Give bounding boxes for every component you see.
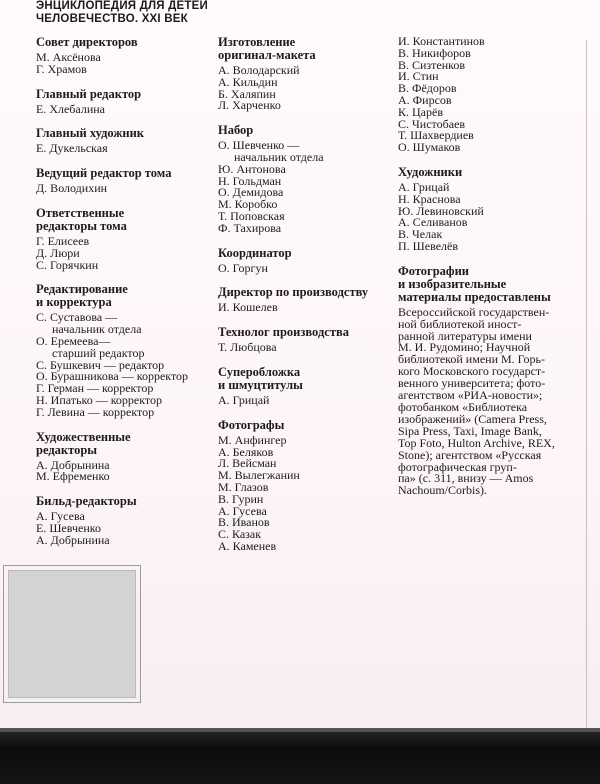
credit-section	[218, 247, 393, 275]
credit-name: В. Иванов	[218, 515, 270, 530]
credit-name: И. Константинов	[398, 34, 485, 48]
credit-name: М. Коробко	[218, 197, 278, 212]
credit-name: М. Аксёнова	[36, 50, 101, 64]
credit-name: Е. Дукельская	[36, 141, 108, 156]
credit-name: А. Селиванов	[398, 215, 468, 230]
section-title-line: Координатор	[218, 245, 292, 260]
credit-name: А. Фирсов	[398, 92, 452, 107]
photo-credits-text-line: Всероссийской государствен-	[398, 304, 550, 319]
photo-credits-text-line: библиотекой имени М. Горь-	[398, 352, 546, 367]
credit-name: С. Казак	[218, 527, 262, 542]
credit-name: В. Фёдоров	[398, 81, 457, 96]
credit-section	[36, 495, 211, 546]
section-title-line: Художники	[398, 164, 463, 179]
credit-name: С. Бушкевич — редактор	[36, 357, 165, 372]
credit-name: В. Никифоров	[398, 45, 471, 60]
photo-credits-text-line: па» (с. 311, внизу — Amos	[398, 471, 534, 486]
sticker-outline	[3, 565, 141, 703]
photo-credits-text-line: Stone); агентством «Русская	[398, 447, 542, 462]
credit-name: А. Володарский	[218, 63, 300, 77]
credit-name: К. Царёв	[398, 104, 443, 119]
credit-name: Д. Володихин	[36, 181, 108, 196]
book-title-line-2: ЧЕЛОВЕЧЕСТВО. XXI ВЕК	[36, 13, 188, 25]
credits-column-1	[36, 36, 211, 559]
credit-name: Г. Елисеев	[36, 233, 90, 248]
credit-name: О. Горгун	[218, 260, 268, 275]
section-title	[218, 124, 393, 137]
credit-role: начальник отдела	[52, 322, 142, 337]
section-title-line: оригинал-макета	[218, 48, 316, 62]
credit-name: Н. Гольдман	[218, 173, 282, 188]
credit-name: О. Шумаков	[398, 140, 461, 155]
section-title-line: Директор по производству	[218, 285, 369, 300]
photo-credits-text-line: Top Foto, Hulton Archive, REX,	[398, 435, 555, 450]
credit-name: М. Ефременко	[36, 469, 110, 484]
credit-name: Л. Харченко	[218, 98, 281, 113]
photo-credits-text-line: фотографическая груп-	[398, 459, 517, 474]
photo-credits-text-line: агентством «РИА-новости»;	[398, 388, 543, 403]
photo-credits-text-line: Sipa Press, Taxi, Image Bank,	[398, 423, 542, 438]
credit-name: А. Добрынина	[36, 532, 110, 547]
credit-name: А. Беляков	[218, 444, 274, 459]
section-title	[36, 207, 211, 233]
photo-credits-text-line: М. И. Рудомино; Научной	[398, 340, 531, 355]
section-title	[398, 265, 578, 304]
section-title-line: Технолог производства	[218, 325, 349, 340]
credits-column-3	[398, 36, 578, 509]
credit-section	[36, 167, 211, 195]
photo-credits-text-line: Nachoum/Corbis).	[398, 483, 487, 498]
section-title-line: Ответственные	[36, 205, 125, 220]
section-title-line: и изобразительные	[398, 276, 507, 291]
section-title	[36, 36, 211, 49]
credit-name: Е. Шевченко	[36, 520, 101, 535]
credit-name: О. Демидова	[218, 185, 284, 200]
section-title	[218, 366, 393, 392]
credit-name: Е. Хлебалина	[36, 101, 106, 116]
section-title-line: Суперобложка	[218, 364, 301, 379]
credit-name: А. Грицай	[218, 392, 270, 407]
section-title	[218, 36, 393, 62]
credit-section	[218, 419, 393, 553]
credit-section	[218, 36, 393, 112]
credit-name: И. Стин	[398, 69, 439, 84]
page-edge-line	[586, 40, 587, 730]
credit-name: О. Бурашникова — корректор	[36, 369, 189, 384]
credit-section	[36, 431, 211, 484]
credit-name: Л. Вейсман	[218, 456, 277, 471]
section-title	[36, 283, 211, 309]
photo-credits-text-line: фотобанком «Библиотека	[398, 400, 528, 414]
credit-name: О. Шевченко —	[218, 138, 300, 153]
section-title-line: Набор	[218, 123, 254, 138]
credit-section	[218, 124, 393, 234]
credit-name: С. Суставова —	[36, 310, 118, 325]
section-title	[36, 495, 211, 508]
section-title-line: редакторы тома	[36, 218, 127, 233]
credit-name: Т. Поповская	[218, 208, 285, 223]
credit-name: Д. Люри	[36, 245, 80, 260]
credit-name: В. Челак	[398, 227, 443, 242]
section-title-line: материалы предоставлены	[398, 289, 551, 304]
section-title	[36, 431, 211, 457]
credit-name: Т. Шахвердиев	[398, 128, 474, 143]
credit-name: В. Гурин	[218, 491, 264, 506]
credit-name: Г. Герман — корректор	[36, 381, 154, 396]
credit-section	[36, 88, 211, 116]
section-title	[218, 326, 393, 339]
section-title-line: Фотографы	[218, 417, 285, 432]
credit-section	[218, 366, 393, 407]
photo-credits-text-line: ранной литературы имени	[398, 328, 532, 343]
credit-name: Г. Храмов	[36, 61, 87, 76]
credit-name: Ф. Тахирова	[218, 220, 282, 235]
credit-name: М. Вылегжанин	[218, 468, 300, 483]
credit-role: старший редактор	[52, 345, 145, 360]
credit-name: Н. Краснова	[398, 191, 461, 206]
credit-section	[36, 36, 211, 76]
photo-credits-text-line: кого Московского государст-	[398, 364, 546, 379]
photo-credits-text-line: изображений» (Camera Press,	[398, 411, 547, 426]
section-title-line: редакторы	[36, 442, 98, 457]
credit-name: А. Каменев	[218, 538, 277, 553]
credit-section	[36, 283, 211, 418]
credit-name: В. Сизтенков	[398, 57, 466, 72]
credit-name: А. Добрынина	[36, 457, 110, 472]
section-title-line: Совет директоров	[36, 35, 138, 49]
credit-section	[36, 127, 211, 155]
credit-name: М. Глазов	[218, 479, 269, 494]
scanner-bottom-edge	[0, 728, 600, 784]
credit-section	[398, 166, 578, 253]
credit-section	[218, 286, 393, 314]
credit-name: П. Шевелёв	[398, 238, 458, 253]
section-title-line: Художественные	[36, 429, 131, 444]
credit-name: А. Гусева	[36, 509, 85, 524]
photo-credits-text-line: венного университета; фото-	[398, 376, 546, 391]
credit-name: М. Анфингер	[218, 432, 287, 447]
credit-name: Ю. Антонова	[218, 161, 286, 176]
credit-name: А. Грицай	[398, 179, 450, 194]
credit-name: А. Кильдин	[218, 74, 278, 89]
section-title	[398, 166, 578, 179]
section-title-line: и шмуцтитулы	[218, 377, 303, 392]
credit-name: О. Еремеева—	[36, 333, 111, 348]
section-title	[36, 127, 211, 140]
book-title-line-1: ЭНЦИКЛОПЕДИЯ ДЛЯ ДЕТЕЙ	[36, 0, 208, 12]
credit-name: С. Чистобаев	[398, 116, 466, 131]
credit-role: начальник отдела	[234, 149, 324, 164]
book-title	[36, 0, 266, 26]
credit-name: Т. Любцова	[218, 340, 277, 355]
credit-name: И. Кошелев	[218, 300, 278, 315]
section-title-line: Бильд-редакторы	[36, 494, 137, 509]
section-title-line: Главный редактор	[36, 86, 142, 101]
credit-section	[398, 265, 578, 498]
gray-paper-sticker	[8, 570, 136, 698]
section-title-line: и корректура	[36, 295, 112, 310]
credit-section	[398, 36, 578, 154]
credit-name: А. Гусева	[218, 503, 267, 518]
section-title-line: Главный художник	[36, 126, 145, 141]
section-title-line: Фотографии	[398, 263, 469, 278]
section-title	[218, 247, 393, 260]
credit-name: Ю. Левиновский	[398, 203, 484, 218]
credit-name: Г. Левина — корректор	[36, 404, 155, 419]
photo-credits-text-line: ной библиотекой иност-	[398, 316, 522, 331]
credit-name: С. Горячкин	[36, 257, 99, 272]
section-title	[36, 88, 211, 101]
section-title	[36, 167, 211, 180]
section-title-line: Изготовление	[218, 35, 296, 49]
credit-section	[218, 326, 393, 354]
credit-section	[36, 207, 211, 271]
credit-name: Б. Халяпин	[218, 86, 276, 101]
section-title	[218, 419, 393, 432]
section-title-line: Редактирование	[36, 282, 128, 297]
credit-name: Н. Ипатько — корректор	[36, 392, 163, 407]
section-title-line: Ведущий редактор тома	[36, 166, 172, 181]
credits-column-2	[218, 36, 393, 565]
section-title	[218, 286, 393, 299]
